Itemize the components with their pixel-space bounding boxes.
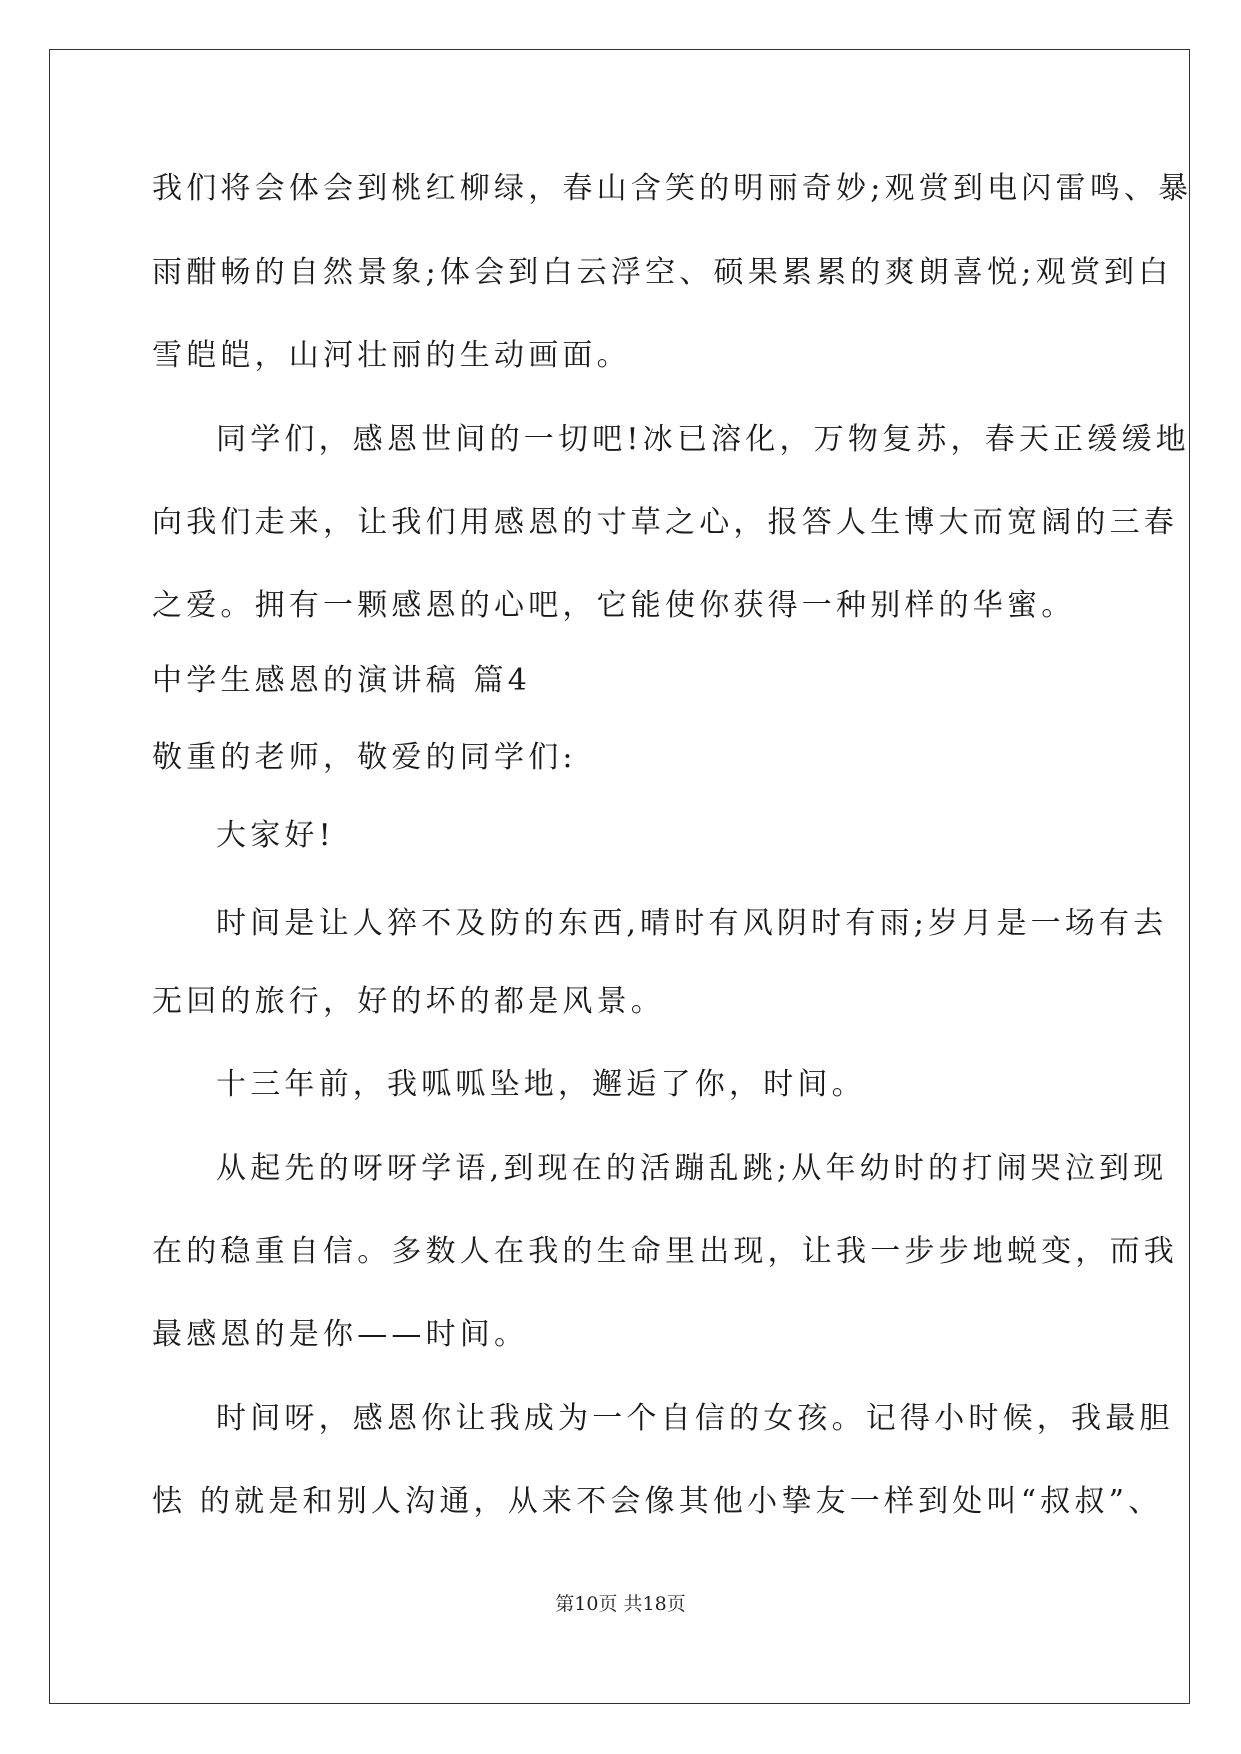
- paragraph-line: 最感恩的是你——时间。: [152, 1317, 529, 1352]
- paragraph-line: 从起先的呀呀学语,到现在的活蹦乱跳;从年幼时的打闹哭泣到现: [216, 1151, 1168, 1186]
- greeting: 大家好!: [216, 818, 335, 853]
- paragraph-line: 之爱。拥有一颗感恩的心吧，它能使你获得一种别样的华蜜。: [152, 588, 1076, 623]
- paragraph-line: 在的稳重自信。多数人在我的生命里出现，让我一步步地蜕变，而我: [152, 1234, 1178, 1269]
- page-number: 第10页 共18页: [555, 1593, 686, 1615]
- paragraph-line: 向我们走来，让我们用感恩的寸草之心，报答人生博大而宽阔的三春: [152, 505, 1178, 540]
- section-heading: 中学生感恩的演讲稿 篇4: [152, 663, 532, 698]
- salutation: 敬重的老师，敬爱的同学们:: [152, 740, 577, 775]
- paragraph-line: 十三年前，我呱呱坠地，邂逅了你，时间。: [216, 1067, 866, 1102]
- paragraph-line: 时间呀，感恩你让我成为一个自信的女孩。记得小时候，我最胆: [216, 1401, 1174, 1436]
- paragraph-line: 雨酣畅的自然景象;体会到白云浮空、硕果累累的爽朗喜悦;观赏到白: [152, 255, 1173, 290]
- paragraph-line: 时间是让人猝不及防的东西,晴时有风阴时有雨;岁月是一场有去: [216, 906, 1168, 941]
- paragraph-line: 同学们，感恩世间的一切吧!冰已溶化，万物复苏，春天正缓缓地: [216, 422, 1190, 457]
- paragraph-line: 我们将会体会到桃红柳绿，春山含笑的明丽奇妙;观赏到电闪雷鸣、暴: [152, 171, 1193, 206]
- paragraph-line: 雪皑皑，山河壮丽的生动画面。: [152, 338, 631, 373]
- paragraph-line: 无回的旅行，好的坏的都是风景。: [152, 984, 665, 1019]
- paragraph-line: 怯 的就是和别人沟通，从来不会像其他小挚友一样到处叫“叔叔”、: [152, 1484, 1163, 1519]
